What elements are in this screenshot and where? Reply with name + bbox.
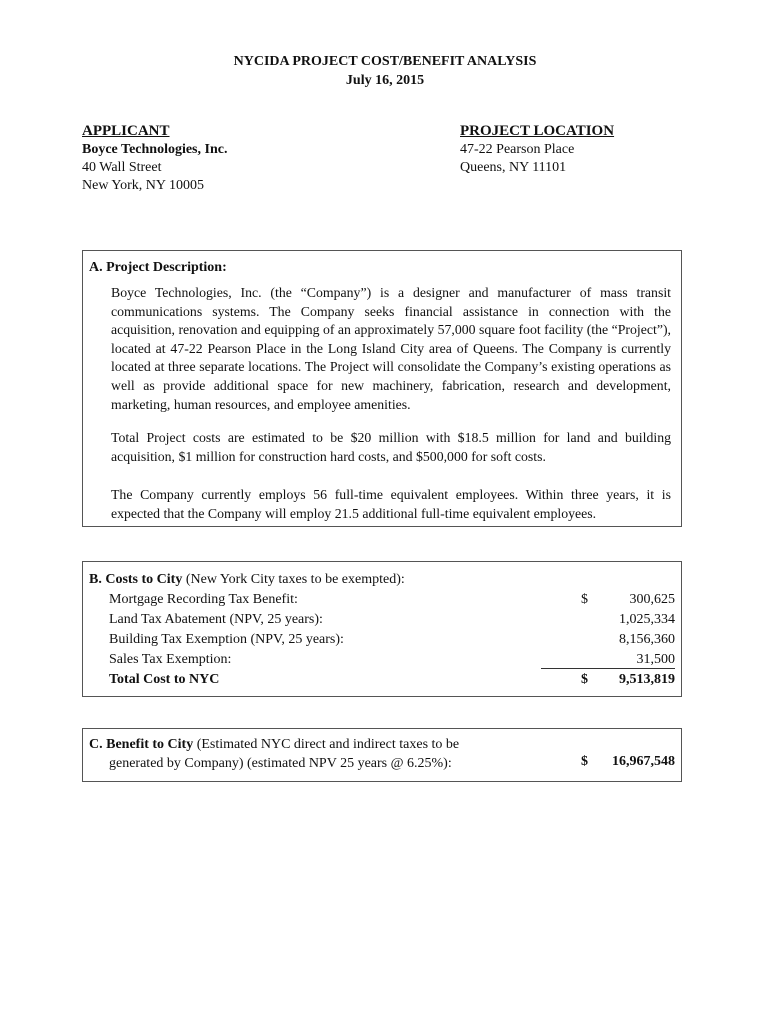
costs-to-city-section [82,561,682,697]
benefit-to-city-section [82,728,682,782]
total-cost-value: 9,513,819 [619,672,675,687]
applicant-block [82,122,227,195]
project-location-block [460,122,614,177]
cost-row-currency: $ [581,592,588,607]
document-header [0,52,770,90]
project-costs-paragraph: Total Project costs are estimated to be $20 million with $18.5 million for land and building acquisition, $1 million for construction hard costs, and $500,000 for soft costs. [111,430,671,464]
cost-row-value: 300,625 [629,592,675,607]
benefit-to-city-detail: generated by Company) (estimated NPV 25 years @ 6.25%): [109,756,452,771]
benefit-currency: $ [581,754,588,769]
document-title: NYCIDA PROJECT COST/BENEFIT ANALYSIS [233,54,537,69]
project-location-heading: PROJECT LOCATION [460,123,615,139]
cost-row [83,630,681,650]
employment-paragraph: The Company currently employs 56 full-time equivalent employees. Within three years, it is expected that the Company will employ 21.5 additional full-time equivalent employees. [111,487,671,521]
cost-row-label: Building Tax Exemption (NPV, 25 years): [109,632,344,647]
cost-row [83,610,681,630]
subtotal-rule [541,668,675,669]
total-cost-currency: $ [581,672,588,687]
benefit-value: 16,967,548 [612,754,675,769]
cost-row-value: 8,156,360 [619,632,675,647]
applicant-heading: APPLICANT [82,123,170,139]
cost-row-value: 1,025,334 [619,612,675,627]
applicant-address-line-2: New York, NY 10005 [82,178,204,193]
project-description-paragraph: Boyce Technologies, Inc. (the “Company”) is a designer and manufacturer of mass transit communications systems. The Company seeks financial assistance in connection with the acquisition, renovation and equipping of an approximately 57,000 square foot facility (the “Project”), located at 47-22 Pearson Place in the Long Island City area of Queens. The Company is currently located at three separate locations. The Project will consolidate the Company’s existing operations as well as provide additional space for new machinery, fabrication, research and development, marketing, human resources, and employee amenities. [111,285,671,412]
project-location-address-line-2: Queens, NY 11101 [460,160,567,175]
costs-to-city-heading [89,570,405,590]
cost-row [83,650,681,670]
cost-row-value: 31,500 [636,652,675,667]
costs-to-city-title: B. Costs to City [89,572,183,587]
total-cost-label: Total Cost to NYC [109,672,220,687]
project-location-address-line-1: 47-22 Pearson Place [460,142,575,157]
total-cost-row [83,670,681,690]
project-description-section [82,250,682,527]
applicant-address-line-1: 40 Wall Street [82,160,162,175]
cost-row-label: Land Tax Abatement (NPV, 25 years): [109,612,323,627]
benefit-to-city-title: C. Benefit to City [89,737,194,752]
cost-row-label: Sales Tax Exemption: [109,652,232,667]
applicant-name: Boyce Technologies, Inc. [82,142,228,157]
benefit-to-city-subtitle: (Estimated NYC direct and indirect taxes to be [193,737,460,752]
costs-to-city-subtitle: (New York City taxes to be exempted): [182,572,405,587]
document-date: July 16, 2015 [345,73,425,88]
project-description-title: A. Project Description: [89,260,227,275]
cost-row [83,590,681,610]
cost-row-label: Mortgage Recording Tax Benefit: [109,592,298,607]
benefit-to-city-description [89,735,459,773]
